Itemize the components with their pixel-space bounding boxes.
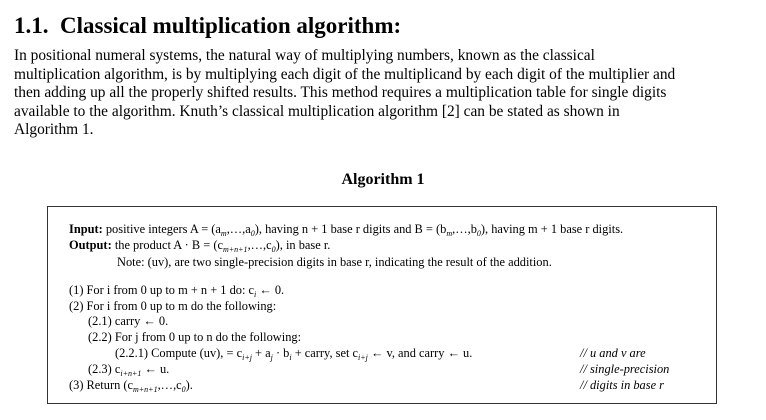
body-paragraph [14, 47, 755, 140]
step-text: ← 0. [256, 283, 285, 297]
step-text: ← v, and carry ← u. [367, 346, 473, 360]
comment-line: // digits in base r [580, 378, 664, 392]
section-number: 1.1. [14, 13, 49, 38]
input-text-5: ), having m + 1 base r digits. [480, 222, 624, 236]
paragraph-line: multiplication algorithm, is by multiplying each digit of the multiplicand by each digit of the multiplier and [14, 65, 676, 83]
output-label: Output: [69, 238, 112, 252]
subscript: m [446, 229, 453, 238]
subscript: i [289, 353, 292, 362]
step-text: (1) For i from 0 up to m + n + 1 do: c [69, 283, 255, 297]
step-text: + a [251, 346, 271, 360]
step-text: ,…,c [157, 378, 182, 392]
subscript: i+j [358, 353, 368, 362]
note-line: Note: (uv), are two single-precision digits in base r, indicating the result of the addition. [117, 255, 552, 269]
input-text-4: ,…,b [452, 222, 477, 236]
output-text-2: ,…,c [247, 238, 272, 252]
subscript: i [254, 290, 257, 299]
subscript: 0 [476, 229, 481, 238]
subscript: i+j [242, 353, 252, 362]
paragraph-line: In positional numeral systems, the natural way of multiplying numbers, known as the classical [14, 47, 595, 64]
step-text: (2.3) c [88, 362, 121, 376]
step-2-1: (2.1) carry ← 0. [88, 314, 169, 328]
step-text: (2.2.1) Compute (uv), = c [115, 346, 243, 360]
subscript: 0 [181, 385, 186, 394]
paragraph-line: Algorithm 1. [14, 121, 94, 139]
input-text-1: positive integers A = (a [105, 222, 221, 236]
subscript: m [220, 229, 227, 238]
subscript: 0 [250, 229, 255, 238]
output-text-3: ), in base r. [275, 238, 331, 252]
subscript: j [270, 353, 273, 362]
section-heading [14, 12, 401, 40]
comment-line: // single-precision [580, 362, 670, 376]
step-2-2: (2.2) For j from 0 up to n do the following: [88, 330, 302, 344]
step-2: (2) For i from 0 up to m do the following: [69, 299, 277, 313]
input-text-3: ), having n + 1 base r digits and B = (b [254, 222, 447, 236]
algorithm-box [47, 206, 717, 404]
output-text-1: the product A · B = (c [114, 238, 223, 252]
subscript: i+n+1 [120, 369, 142, 378]
subscript: 0 [271, 245, 276, 254]
algorithm-caption: Algorithm 1 [341, 171, 425, 188]
step-text: · b [272, 346, 290, 360]
step-text: + carry, set c [291, 346, 359, 360]
paragraph-line: then adding up all the properly shifted results. This method requires a multiplication table for single digits [14, 84, 667, 102]
step-3 [69, 378, 193, 397]
step-text: ← u. [141, 362, 170, 376]
input-text-2: ,…,a [226, 222, 251, 236]
input-label: Input: [69, 222, 103, 236]
paragraph-line: available to the algorithm. Knuth’s classical multiplication algorithm [2] can be stated as shown in [14, 102, 620, 120]
step-text: ). [185, 378, 193, 392]
section-title: Classical multiplication algorithm: [60, 13, 402, 38]
subscript: m+n+1 [222, 245, 248, 254]
step-text: (3) Return (c [69, 378, 133, 392]
comment-line: // u and v are [580, 346, 646, 360]
subscript: m+n+1 [133, 385, 158, 394]
